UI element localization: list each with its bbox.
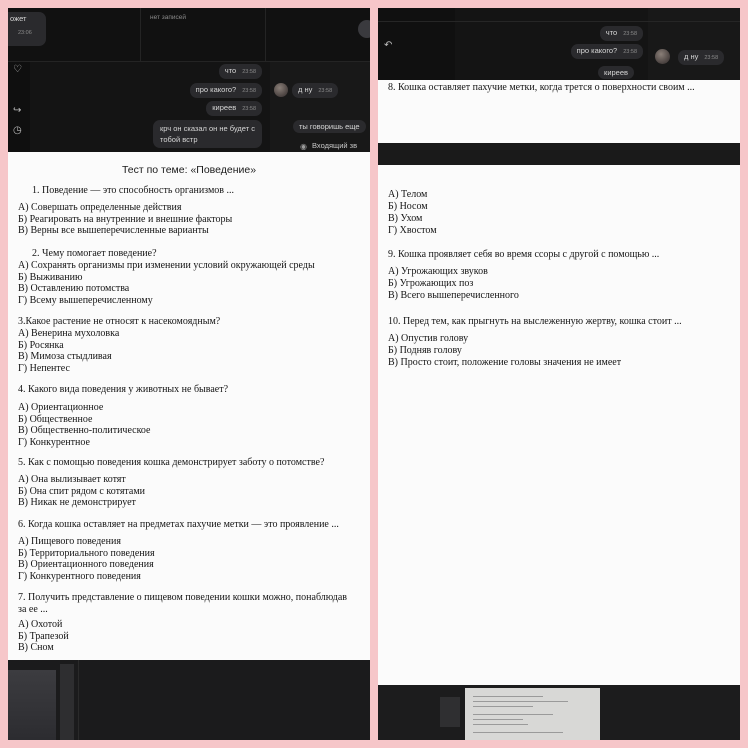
answer-options [388,189,437,237]
question-text: 6. Когда кошка оставляет на предметах пахучие метки — это проявление ... [18,519,339,530]
test-document-page [378,165,740,685]
message-bubble [678,50,724,65]
answer-options [18,402,151,448]
left-photo [8,8,370,740]
empty-state-label: нет записей [150,14,187,21]
answer-option: А) Ориентационное [18,402,104,413]
answer-option: В) Ориентационного поведения [18,559,154,570]
answer-option: А) Пищевого поведения [18,536,121,547]
message-bubble [292,83,338,98]
chat-side-panel [270,62,370,152]
image-thumbnail [440,697,460,727]
divider [378,21,740,22]
chat-sidebar [8,62,30,152]
question-6 [18,519,339,531]
answer-option: В) Верны все вышеперечисленные варианты [18,225,209,236]
photo-bottom-strip [8,660,370,740]
test-document [8,152,370,660]
message-time: 23:58 [318,88,333,94]
divider [78,660,79,740]
question-text: 7. Получить представление о пищевом поведении кошки можно, понаблюдав [18,592,347,603]
chat-area [8,62,370,152]
question-7 [18,592,347,615]
answer-option: Б) Угрожающих поз [388,278,474,289]
answer-options [18,260,315,306]
answer-options [18,536,155,582]
blurred-thumbnail [8,670,56,740]
answer-option: А) Сохранять организмы при изменении условий окружающей среды [18,260,315,271]
answer-option: В) Сном [18,642,54,653]
answer-option: Г) Хвостом [388,225,437,236]
message-text: киреев [604,68,628,77]
document-title: Тест по теме: «Поведение» [121,164,257,176]
answer-option: Б) Носом [388,201,428,212]
question-text: 10. Перед тем, как прыгнуть на выслеженную жертву, кошка стоит ... [388,316,682,327]
answer-option: Б) Она спит рядом с котятами [18,485,146,497]
message-bubble [600,26,643,41]
answer-options [18,202,232,237]
chat-side-panel [648,8,740,80]
message-text: что [224,66,237,75]
message-bubble [206,101,262,116]
share-icon: ↶ [384,40,393,51]
chat-area [378,8,740,80]
message-text: д ну [684,52,699,61]
message-time: 23:58 [623,31,637,37]
divider [60,664,74,740]
message-text: ты говоришь еще [299,122,360,131]
message-text: крч он сказал он не будет с [159,124,255,133]
question-text: 8. Кошка оставляет пахучие метки, когда трется о поверхности своим ... [388,82,695,93]
message-time: 23:58 [704,55,719,61]
question-text: 5. Как с помощью поведения кошка демонстрирует заботу о потомстве? [18,457,325,468]
avatar [655,49,670,64]
answer-option: А) Опустив голову [388,333,469,344]
answer-option: Б) Подняв голову [388,345,462,356]
answer-options [388,333,621,369]
answer-option: В) Ухом [388,213,423,224]
chat-top-strip [8,8,370,62]
question-3 [18,316,220,328]
question-5 [18,457,324,469]
divider [265,8,266,62]
message-text: про какого? [195,85,237,94]
incoming-call-label: Входящий зв [312,141,358,150]
answer-option: Б) Трапезой [18,630,69,642]
divider [140,8,141,62]
message-time: 23:58 [242,106,256,112]
message-time: 23:58 [242,69,256,75]
answer-option: Г) Непентес [18,362,70,374]
heart-icon: ♡ [13,64,22,75]
question-text: за ее ... [18,603,48,615]
answer-option: А) Совершать определенные действия [18,202,182,213]
message-text: тобой встр [159,135,198,144]
question-text: 9. Кошка проявляет себя во время ссоры с другой с помощью ... [388,249,660,260]
message-text: про какого? [576,46,618,55]
answer-option: В) Оставлению потомства [18,283,130,294]
answer-option: В) Общественно-политическое [18,425,151,436]
photo-bottom-strip [378,685,740,740]
answer-option: В) Просто стоит, положение головы значения не имеет [388,357,622,368]
question-text: 3.Какое растение не относят к насекомоядным? [18,316,221,327]
answer-option: А) Телом [388,189,428,200]
message-bubble [8,12,46,46]
message-time: 23:58 [623,49,637,55]
answer-options [18,619,69,654]
question-text: 2. Чему помогает поведение? [32,248,157,259]
share-icon: ↪ [13,105,22,116]
answer-option: А) Венерина мухоловка [18,328,120,339]
clock-icon: ◷ [13,125,22,136]
answer-option: В) Мимоза стыдливая [18,351,112,362]
phone-icon: ◉ [300,142,307,151]
message-time: 23:06 [18,30,32,36]
question-1 [32,185,234,197]
avatar [274,83,288,97]
document-thumbnail [465,688,600,740]
question-8 [388,82,695,94]
answer-option: Б) Выживанию [18,271,83,283]
answer-option: А) Охотой [18,619,63,630]
test-document-page [378,80,740,143]
message-time: 23:58 [242,88,256,94]
dark-band [378,143,740,165]
question-4 [18,384,228,396]
message-bubble [219,64,262,79]
answer-option: Б) Территориального поведения [18,547,155,559]
answer-option: А) Она вылизывает котят [18,474,126,485]
answer-option: В) Никак не демонстрирует [18,497,136,508]
message-bubble [153,120,262,148]
answer-options [18,328,119,374]
message-bubble [190,83,262,98]
answer-option: Б) Общественное [18,413,93,425]
answer-option: Г) Конкурентного поведения [18,570,141,582]
message-text: д ну [298,85,313,94]
chat-sidebar [378,8,455,80]
answer-option: В) Всего вышеперечисленного [388,290,519,301]
answer-option: Б) Реагировать на внутренние и внешние факторы [18,213,233,225]
message-bubble [598,66,634,79]
question-2 [32,248,157,260]
question-text: 1. Поведение — это способность организмов ... [32,185,235,196]
message-text: что [605,28,618,37]
message-text: ожет [10,14,27,23]
right-photo [378,8,740,740]
question-9 [388,249,659,261]
answer-options [388,266,519,302]
answer-option: А) Угрожающих звуков [388,266,488,277]
answer-option: Б) Росянка [18,339,64,351]
message-text: киреев [212,103,237,112]
avatar [358,20,370,38]
answer-option: Г) Всему вышеперечисленному [18,294,153,306]
message-bubble [293,120,366,133]
answer-option: Г) Конкурентное [18,436,90,448]
question-text: 4. Какого вида поведения у животных не бывает? [18,384,229,395]
message-bubble [571,44,643,59]
question-10 [388,316,682,328]
answer-options [18,474,145,509]
